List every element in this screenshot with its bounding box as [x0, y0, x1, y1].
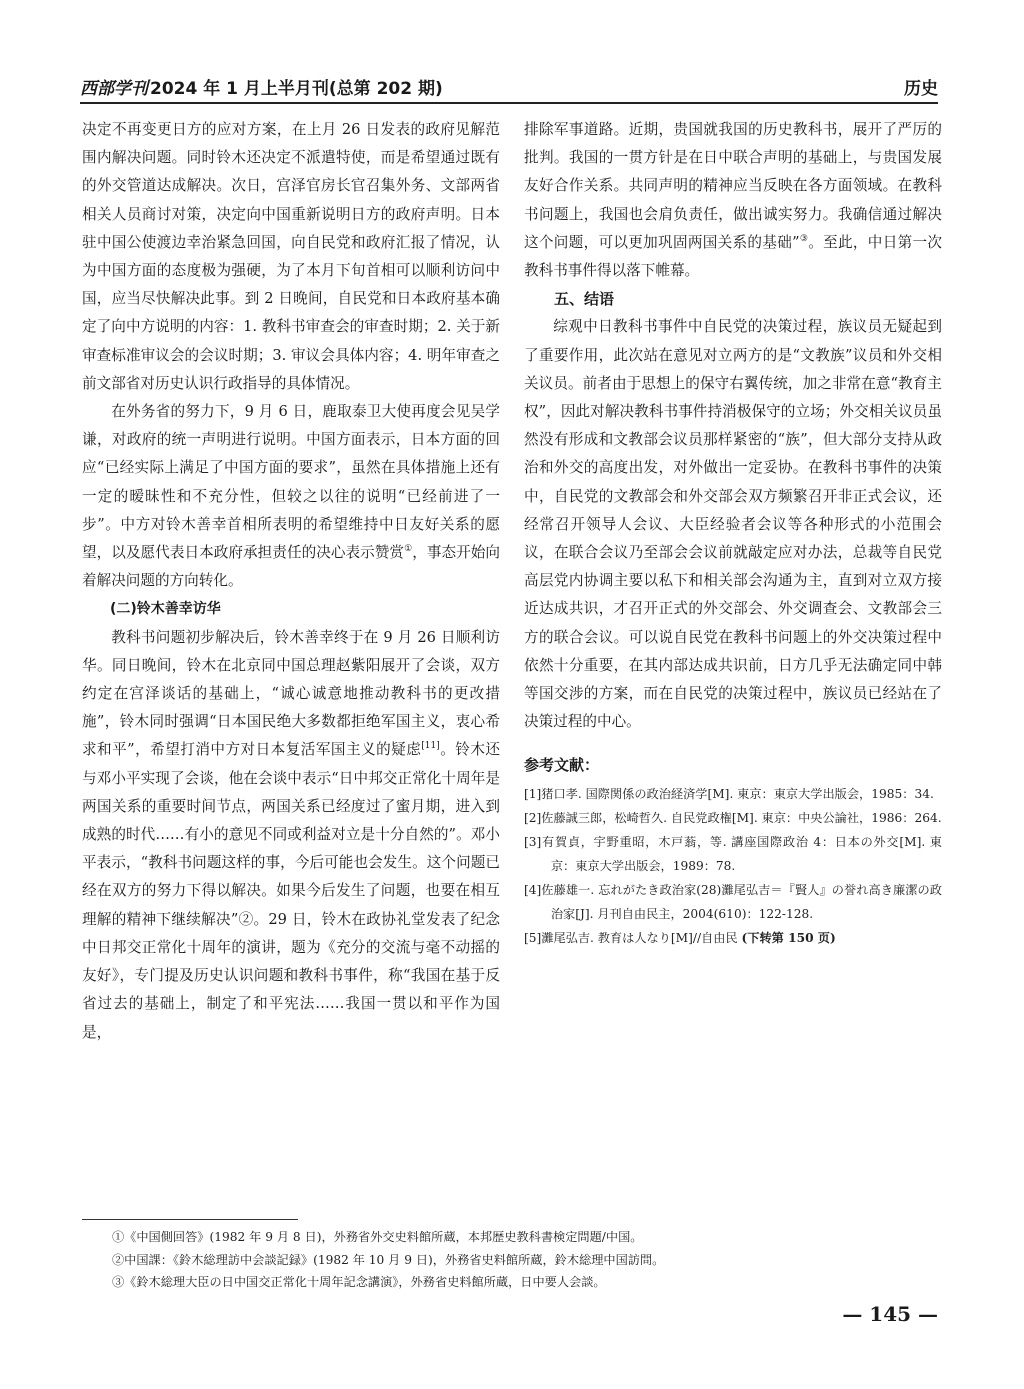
references-title: 参考文献：: [524, 756, 600, 775]
paragraph: [82, 398, 500, 595]
reference-item: [2]佐藤誠三郎，松崎哲久. 自民党政権[M]. 東京：中央公論社，1986：264.: [524, 811, 942, 826]
paragraph-text: ，事态开始向着解决问题的方向转化。: [82, 544, 500, 590]
section-heading: 五、结语: [554, 290, 615, 309]
right-column-body: [524, 116, 942, 736]
paragraph: [82, 116, 500, 398]
paragraph-text: 综观中日教科书事件中自民党的决策过程，族议员无疑起到了重要作用，此次站在意见对立两方的是“文教族”议员和外交相关议员。前者由于思想上的保守右翼传统，加之非常在意“教育主权”，因此对解决教科书事件持消极保守的立场；外交相关议员虽然没有形成和文教部会议员那样紧密的“族”，但大部分支持从政治和外交的高度出发，对外做出一定妥协。在教科书事件的决策中，自民党的文教部会和外交部会双方频繁召开非正式会议，还经常召开领导人会议、大臣经验者会议等各种形式的小范围会议，在联合会议乃至部会会议前就敲定应对办法，总裁等自民党高层党内协调主要以私下和相关部会沟通为主，直到对立双方接近达成共识，才召开正式的外交部会、外交调查会、文教部会三方的联合会议。可以说自民党在教科书问题上的外交决策过程中依然十分重要，在其内部达成共识前，日方几乎无法确定同中韩等国交涉的方案，而在自民党的决策过程中，族议员已经站在了决策过程的中心。: [524, 318, 942, 731]
citation-mark: ①: [404, 544, 413, 555]
footnote: ②中国課：《鈴木総理訪中会談記録》(1982 年 10 月 9 日)，外務省史料館所蔵，鈴木総理中国訪問。: [112, 1252, 665, 1267]
page-number: — 145 —: [842, 1302, 938, 1326]
subsection-heading: (二)铃木善幸访华: [110, 601, 221, 618]
paragraph-text: 教科书问题初步解决后，铃木善幸终于在 9 月 26 日顺利访华。同日晚间，铃木在北京同中国总理赵紫阳展开了会谈，双方约定在宫泽谈话的基础上，“诚心诚意地推动教科书的更改措施”，铃木同时强调“日本国民绝大多数都拒绝军国主义，衷心希求和平”，希望打消中方对日本复活军国主义的疑虑: [82, 628, 500, 759]
footnote: ①《中国側回答》(1982 年 9 月 8 日)，外務省外交史料館所蔵，本邦歴史教科書検定問題/中国。: [112, 1230, 643, 1244]
running-header: [80, 72, 938, 104]
section-label: 历史: [904, 79, 938, 99]
reference-item: [1]猪口孝. 国際関係の政治経済学[M]. 東京：東京大学出版会，1985：34.: [524, 787, 934, 802]
journal-info: [80, 74, 443, 99]
journal-logo: 西部学刊: [80, 79, 148, 99]
footnote-rule: [82, 1219, 298, 1220]
paragraph: [524, 116, 942, 285]
paragraph-text: 在外务省的努力下，9 月 6 日，鹿取泰卫大使再度会见吴学谦，对政府的统一声明进行说明。中国方面表示，日本方面的回应“已经实际上满足了中国方面的要求”，虽然在具体措施上还有一定的暧昧性和不充分性，但较之以往的说明“已经前进了一步”。中方对铃木善幸首相所表明的希望维持中日友好关系的愿望，以及愿代表日本政府承担责任的决心表示赞赏: [82, 403, 500, 562]
citation-mark: [11]: [421, 741, 440, 752]
reference-item: [524, 926, 942, 950]
paragraph-text: 。铃木还与邓小平实现了会谈，他在会谈中表示“日中邦交正常化十周年是两国关系的重要时间节点，两国关系已经度过了蜜月期，进入到成熟的时代……有小的意见不同或利益对立是十分自然的”。邓小平表示，“教科书问题这样的事，今后可能也会发生。这个问题已经在双方的努力下得以解决。如果今后发生了问题，也要在相互理解的精神下继续解决”②。29 日，铃木在政协礼堂发表了纪念中日邦交正常化十周年的演讲，题为《充分的交流与毫不动摇的友好》，专门提及历史认识问题和教科书事件，称“我国在基于反省过去的基础上，制定了和平宪法……我国一贯以和平作为国是，: [82, 741, 500, 1041]
reference-item: [3]有賀貞，宇野重昭，木戸蓊，等. 講座国際政治 4：日本の外交[M]. 東京：東京大学出版会，1989：78.: [524, 835, 942, 874]
right-column: [524, 116, 942, 950]
paragraph: [524, 313, 942, 736]
reference-item: [4]佐藤雄一. 忘れがたき政治家(28)灘尾弘吉＝『賢人』の誉れ高き廉潔の政治家[J]. 月刊自由民主，2004(610)：122-128.: [524, 883, 942, 922]
reference-list: [524, 782, 942, 926]
paragraph: [82, 624, 500, 1047]
paragraph-text: 。至此，中日第一次教科书事件得以落下帷幕。: [524, 233, 942, 280]
footnotes: [112, 1226, 942, 1294]
references: [524, 752, 942, 950]
left-column: [82, 116, 500, 1047]
journal-issue: 2024 年 1 月上半月刊(总第 202 期): [150, 79, 443, 99]
reference-text: [5]灘尾弘吉. 教育は人なり[M]//自由民: [524, 931, 738, 946]
continuation-note: (下转第 150 页): [741, 931, 836, 946]
footnote: ③《鈴木総理大臣の日中国交正常化十周年記念講演》，外務省史料館所蔵，日中要人会談。: [112, 1275, 606, 1289]
citation-mark: ③: [799, 233, 809, 244]
paragraph-text: 排除军事道路。近期，贵国就我国的历史教科书，展开了严厉的批判。我国的一贯方针是在日中联合声明的基础上，与贵国发展友好合作关系。共同声明的精神应当反映在各方面领域。在教科书问题上，我国也会肩负责任，做出诚实努力。我确信通过解决这个问题，可以更加巩固两国关系的基础”: [524, 121, 942, 251]
paragraph-text: 决定不再变更日方的应对方案，在上月 26 日发表的政府见解范围内解决问题。同时铃木还决定不派遣特使，而是希望通过既有的外交管道达成解决。次日，宫泽官房长官召集外务、文部两省相关人员商讨对策，决定向中国重新说明日方的政府声明。日本驻中国公使渡边幸治紧急回国，向自民党和政府汇报了情况，认为中国方面的态度极为强硬，为了本月下旬首相可以顺利访问中国，应当尽快解决此事。到 2 日晚间，自民党和日本政府基本确定了向中方说明的内容：1. 教科书审查会的审查时期；2. 关于新审查标准审议会的会议时期；3. 审议会具体内容；4. 明年审查之前文部省对历史认识行政指导的具体情况。: [82, 121, 500, 392]
